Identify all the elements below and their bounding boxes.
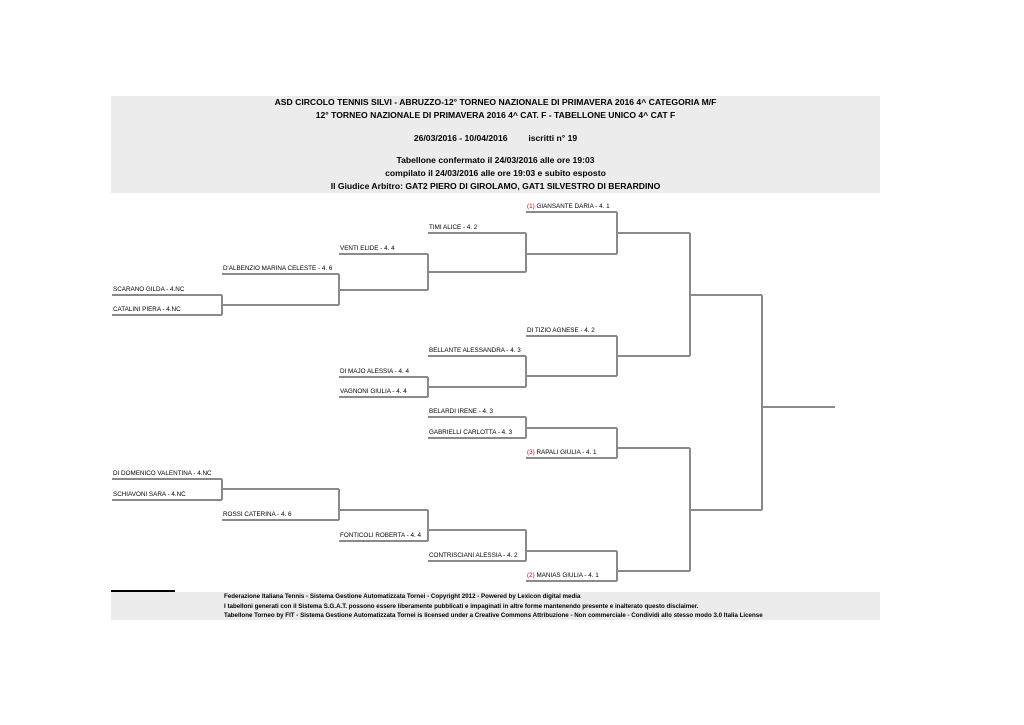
player-name: BELLANTE ALESSANDRA - 4. 3	[429, 347, 521, 354]
seed-number: (2)	[527, 572, 537, 579]
player-entry	[113, 286, 185, 293]
player-name: D'ALBENZIO MARINA CELESTE - 4. 6	[223, 265, 333, 272]
referee-note: Il Giudice Arbitro: GAT2 PIERO DI GIROLAMO, GAT1 SILVESTRO DI BERARDINO	[330, 181, 661, 191]
bracket-connector	[428, 254, 526, 290]
bracket-connector	[690, 448, 762, 571]
bracket-connector	[526, 530, 617, 561]
bracket-connector	[428, 377, 526, 397]
player-name: GABRIELLI CARLOTTA - 4. 3	[429, 429, 513, 436]
player-entry	[340, 368, 409, 375]
confirmed-note: Tabellone confermato il 24/03/2016 alle ore 19:03	[396, 155, 595, 165]
bracket-connector	[222, 295, 339, 315]
bracket-connector	[526, 417, 617, 438]
player-name: VAGNONI GIULIA - 4. 4	[340, 388, 407, 395]
player-entry	[429, 408, 494, 415]
bracket-connector	[526, 356, 617, 387]
tournament-dates: 26/03/2016 - 10/04/2016	[413, 133, 508, 143]
bracket-connector	[690, 233, 762, 356]
bracket-connector	[617, 428, 690, 458]
player-name: RAPALI GIULIA - 4. 1	[536, 449, 597, 456]
bracket-connector	[222, 479, 339, 500]
player-name: ROSSI CATERINA - 4. 6	[223, 511, 292, 518]
player-entry	[527, 203, 610, 210]
player-name: CATALINI PIERA - 4.NC	[113, 306, 181, 313]
seed-number: (1)	[527, 203, 537, 210]
bracket-connector	[617, 551, 690, 581]
player-name: FONTICOLI ROBERTA - 4. 4	[340, 532, 421, 539]
player-name: DI MAJO ALESSIA - 4. 4	[340, 368, 409, 375]
player-entry	[113, 491, 186, 498]
player-entry	[527, 449, 597, 456]
footer-copyright: Federazione Italiana Tennis - Sistema Gestione Automatizzata Tornei - Copyright 2012 - Powered by Lexicon digital media	[224, 593, 581, 600]
draw-title: 12° TORNEO NAZIONALE DI PRIMAVERA 2016 4^ CAT. F - TABELLONE UNICO 4^ CAT F	[315, 110, 676, 120]
bracket-connector	[617, 336, 690, 376]
player-name: BELARDI IRENE - 4. 3	[429, 408, 494, 415]
player-entry	[527, 327, 595, 334]
bracket-connector	[339, 274, 428, 305]
seed-number: (3)	[527, 449, 537, 456]
player-entry	[527, 572, 599, 579]
player-name: CONTRISCIANI ALESSIA - 4. 2	[429, 552, 518, 559]
bracket-connector	[428, 510, 526, 541]
footer-license: Tabellone Torneo by FIT - Sistema Gestione Automatizzata Tornei is licensed under a Creative Commons Attribuzione - Non commerciale - Condividi allo stesso modo 3.0 Italia License	[224, 612, 763, 619]
player-entry	[113, 470, 212, 477]
player-entry	[340, 388, 407, 395]
player-name: MANIAS GIULIA - 4. 1	[536, 572, 599, 579]
entrants-count: iscritti n° 19	[528, 133, 578, 143]
bracket-connector	[526, 233, 617, 272]
player-entry	[340, 245, 395, 252]
player-name: TIMI ALICE - 4. 2	[429, 224, 478, 231]
player-entry	[223, 265, 333, 272]
player-entry	[429, 552, 518, 559]
player-entry	[223, 511, 292, 518]
player-entry	[429, 429, 513, 436]
player-entry	[429, 224, 478, 231]
player-name: DI TIZIO AGNESE - 4. 2	[527, 327, 595, 334]
bracket-connector	[762, 295, 835, 510]
player-entry	[429, 347, 521, 354]
footer-disclaimer: I tabelloni generati con il Sistema S.G.A.T. possono essere liberamente pubblicati e impaginati in altre forme mantenendo presente e inalterato questo disclaimer.	[224, 603, 699, 610]
player-entry	[113, 306, 181, 313]
player-entry	[340, 532, 421, 539]
bracket-connector	[617, 212, 690, 254]
player-name: DI DOMENICO VALENTINA - 4.NC	[113, 470, 212, 477]
player-name: SCHIAVONI SARA - 4.NC	[113, 491, 186, 498]
tournament-title: ASD CIRCOLO TENNIS SILVI - ABRUZZO-12° TORNEO NAZIONALE DI PRIMAVERA 2016 4^ CATEGORIA M/F	[274, 97, 717, 107]
player-name: GIANSANTE DARIA - 4. 1	[536, 203, 610, 210]
player-name: SCARANO GILDA - 4.NC	[113, 286, 185, 293]
player-name: VENTI ELIDE - 4. 4	[340, 245, 395, 252]
compiled-note: compilato il 24/03/2016 alle ore 19:03 e subito esposto	[385, 168, 606, 178]
bracket-connector	[339, 489, 428, 520]
